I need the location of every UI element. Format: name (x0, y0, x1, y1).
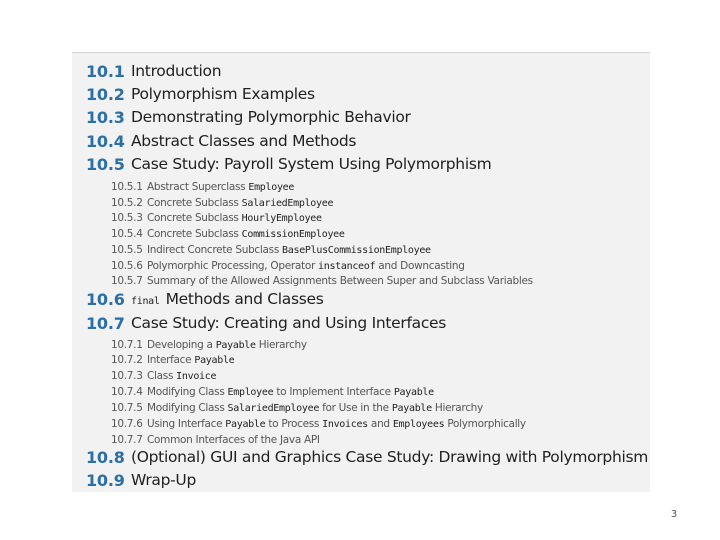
subsection-title: Modifying Class SalariedEmployee for Use in the Payable Hierarchy (147, 401, 483, 414)
toc-entry-10-7-3 (111, 368, 216, 383)
subsection-number: 10.7.1 (111, 338, 143, 351)
page-number: 3 (670, 509, 678, 520)
section-number: 10.9 (86, 470, 125, 490)
toc-entry-10-5-6 (111, 258, 465, 273)
section-title: Wrap-Up (131, 471, 197, 489)
toc-entry-10-7-2 (111, 352, 234, 367)
section-title: Abstract Classes and Methods (131, 132, 357, 150)
section-title: Demonstrating Polymorphic Behavior (131, 108, 411, 126)
section-title: Case Study: Payroll System Using Polymorphism (131, 155, 492, 173)
subsection-number: 10.5.1 (111, 180, 143, 193)
section-title: Introduction (131, 62, 222, 80)
subsection-number: 10.7.7 (111, 433, 143, 446)
section-title: Polymorphism Examples (131, 85, 315, 103)
toc-entry-10-7-4 (111, 384, 434, 399)
subsection-title: Developing a Payable Hierarchy (147, 338, 307, 351)
section-number: 10.3 (86, 107, 125, 127)
toc-entry-10-3 (86, 106, 411, 128)
subsection-title: Concrete Subclass CommissionEmployee (147, 227, 345, 240)
subsection-title: Indirect Concrete Subclass BasePlusCommissionEmployee (147, 243, 431, 256)
subsection-title: Concrete Subclass HourlyEmployee (147, 211, 322, 224)
subsection-title: Using Interface Payable to Process Invoices and Employees Polymorphically (147, 417, 526, 430)
toc-entry-10-1 (86, 60, 221, 82)
subsection-number: 10.7.3 (111, 369, 143, 382)
subsection-number: 10.7.2 (111, 353, 143, 366)
subsection-number: 10.5.6 (111, 259, 143, 272)
toc-entry-10-7-1 (111, 337, 307, 352)
subsection-number: 10.5.5 (111, 243, 143, 256)
section-number: 10.4 (86, 131, 125, 151)
section-number: 10.2 (86, 84, 125, 104)
subsection-title: Summary of the Allowed Assignments Between Super and Subclass Variables (147, 274, 533, 287)
toc-entry-10-5-7 (111, 273, 533, 288)
toc-entry-10-5-2 (111, 195, 333, 210)
toc-entry-10-7-5 (111, 400, 483, 415)
section-number: 10.1 (86, 61, 125, 81)
subsection-title: Concrete Subclass SalariedEmployee (147, 196, 334, 209)
subsection-number: 10.5.7 (111, 274, 143, 287)
subsection-number: 10.7.5 (111, 401, 143, 414)
toc-entry-10-6 (86, 288, 324, 310)
toc-entry-10-7-7 (111, 432, 320, 447)
toc-entry-10-2 (86, 83, 315, 105)
subsection-number: 10.7.6 (111, 417, 143, 430)
toc-entry-10-7-6 (111, 416, 526, 431)
section-number: 10.6 (86, 289, 125, 309)
toc-entry-10-5-4 (111, 226, 345, 241)
subsection-title: Class Invoice (147, 369, 217, 382)
subsection-number: 10.5.2 (111, 196, 143, 209)
toc-entry-10-5-5 (111, 242, 431, 257)
toc-entry-10-7 (86, 312, 446, 334)
subsection-title: Abstract Superclass Employee (147, 180, 295, 193)
toc-entry-10-5-1 (111, 179, 294, 194)
subsection-title: Interface Payable (147, 353, 235, 366)
section-number: 10.7 (86, 313, 125, 333)
table-of-contents (72, 52, 650, 492)
subsection-number: 10.5.4 (111, 227, 143, 240)
section-title: (Optional) GUI and Graphics Case Study: Drawing with Polymorphism (131, 448, 649, 466)
toc-entry-10-8 (86, 446, 648, 468)
subsection-title: Modifying Class Employee to Implement Interface Payable (147, 385, 434, 398)
toc-entry-10-5-3 (111, 210, 322, 225)
section-number: 10.5 (86, 154, 125, 174)
section-title: final Methods and Classes (131, 290, 324, 308)
section-number: 10.8 (86, 447, 125, 467)
toc-entry-10-4 (86, 130, 356, 152)
toc-entry-10-5 (86, 153, 491, 175)
subsection-number: 10.7.4 (111, 385, 143, 398)
subsection-number: 10.5.3 (111, 211, 143, 224)
subsection-title: Polymorphic Processing, Operator instanceof and Downcasting (147, 259, 465, 272)
toc-entry-10-9 (86, 469, 196, 491)
subsection-title: Common Interfaces of the Java API (147, 433, 320, 446)
section-title: Case Study: Creating and Using Interfaces (131, 314, 447, 332)
